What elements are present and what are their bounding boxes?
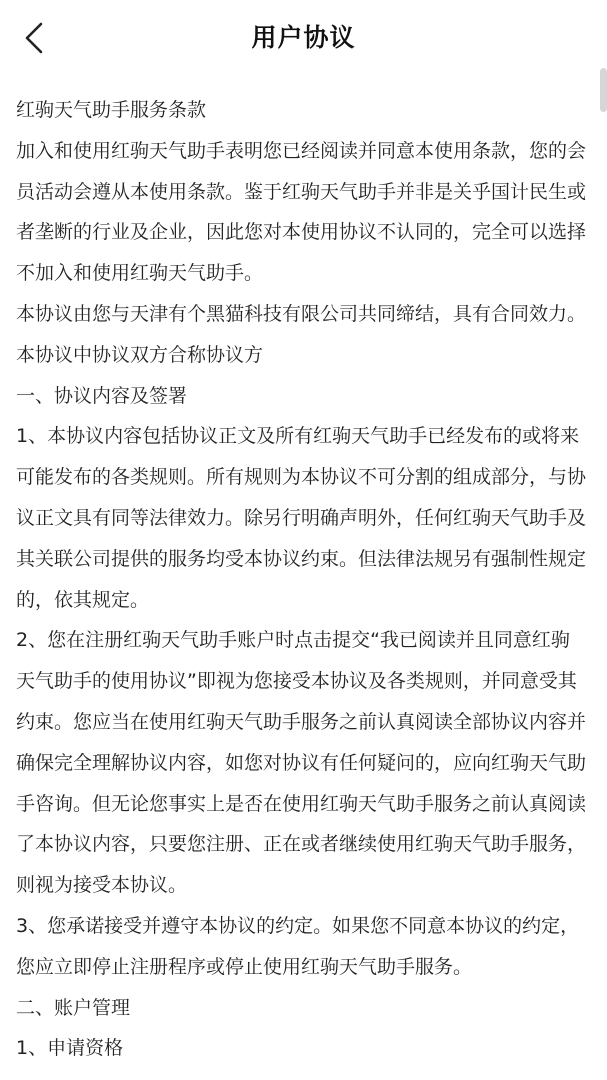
agreement-paragraph: 加入和使用红驹天气助手表明您已经阅读并同意本使用条款，您的会员活动会遵从本使用条款。鉴于红驹天气助手并非是关乎国计民生或者垄断的行业及企业，因此您对本使用协议不认同的，完全可以选择不加入和使用红驹天气助手。 xyxy=(16,139,587,285)
agreement-paragraph: 本协议中协议双方合称协议方 xyxy=(16,343,264,366)
section-heading: 二、账户管理 xyxy=(16,996,131,1019)
agreement-content xyxy=(16,90,588,1080)
section-heading: 一、协议内容及签署 xyxy=(16,384,188,407)
agreement-paragraph: 本协议由您与天津有个黑猫科技有限公司共同缔结，具有合同效力。 xyxy=(16,302,587,325)
agreement-paragraph: 红驹天气助手服务条款 xyxy=(16,99,207,121)
page-title: 用户协议 xyxy=(251,23,356,52)
scrollbar[interactable] xyxy=(600,68,607,112)
agreement-paragraph: 1、本协议内容包括协议正文及所有红驹天气助手已经发布的或将来可能发布的各类规则。所有规则为本协议不可分割的组成部分，与协议正文具有同等法律效力。除另行明确声明外，任何红驹天气助手及其关联公司提供的服务均受本协议约束。但法律法规另有强制性规定的，依其规定。 xyxy=(16,425,587,611)
header-bar xyxy=(0,0,607,78)
agreement-paragraph: 2、您在注册红驹天气助手账户时点击提交“我已阅读并且同意红驹天气助手的使用协议”即视为您接受本协议及各类规则，并同意受其约束。您应当在使用红驹天气助手服务之前认真阅读全部协议内容并确保完全理解协议内容，如您对协议有任何疑问的，应向红驹天气助手咨询。但无论您事实上是否在使用红驹天气助手服务之前认真阅读了本协议内容，只要您注册、正在或者继续使用红驹天气助手服务，则视为接受本协议。 xyxy=(16,629,587,897)
agreement-paragraph: 1、申请资格 xyxy=(16,1037,124,1060)
agreement-paragraph: 3、您承诺接受并遵守本协议的约定。如果您不同意本协议的约定，您应立即停止注册程序或停止使用红驹天气助手服务。 xyxy=(16,914,580,978)
